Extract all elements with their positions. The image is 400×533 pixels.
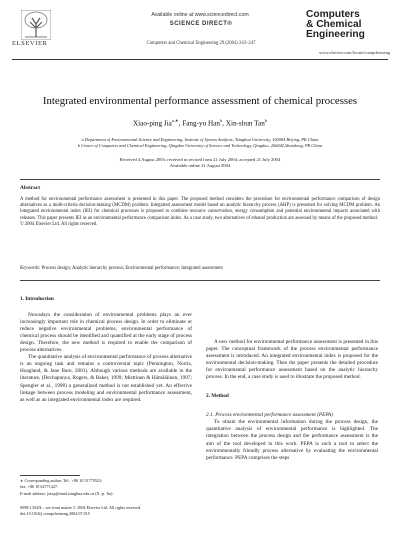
footnote-corresponding: ∗ Corresponding author. Tel.: +86 10 51779523; bbox=[20, 478, 103, 483]
intro-paragraph-1: Nowadays the consideration of environmental problems plays an ever increasingly important role in chemical process design. In order to eliminate or reduce negative environmental problems, environmental performance of chemical process should be identified and quantified at the early stage of process design. Therefore, the new method is required to enable the comparison of process alternatives. bbox=[20, 312, 192, 354]
author-name[interactable]: Xin-shun Tan bbox=[225, 119, 265, 128]
journal-title-line-3: Engineering bbox=[306, 29, 365, 40]
journal-title-line-1: Computers bbox=[306, 9, 360, 20]
journal-title bbox=[306, 10, 396, 40]
abstract-bottom-rule bbox=[20, 280, 380, 281]
keywords-list: Process design; Analytic hierarchy process; Environmental performance; Integrated assessment bbox=[41, 266, 223, 271]
abstract-top-rule bbox=[20, 179, 380, 180]
section-spacer bbox=[206, 381, 378, 393]
affiliation-b: b Center of Computers and Chemical Engineering, Qingdao University of Science and Technology, Qingdao, 266042,Shandong, PR China bbox=[77, 143, 323, 148]
section-heading-introduction: 1. Introduction bbox=[20, 296, 54, 302]
footnote-email[interactable]: E-mail address: jiaxp@mail.tsinghua.edu.cn (X.-p. Jia). bbox=[20, 491, 114, 496]
intro-paragraph-2: The quantitative analysis of environmental performance of process alternative is an ongoing task and remains a controversial topic (Pennington, Norris, Hoagland, & Jane Bare, 2001). Although various methods are available in the literature, (Dechapunya, Rogers, & Baker, 1999; Miettinen & Hämäläinen, 1997; Spengler et al., 1998) a generalized method is not established yet. An effective linkage between process modeling and environmental performance assessment, as well as an integrated environmental index are required. bbox=[20, 354, 192, 403]
author-list: Xiao-ping Jia$^{a,∗}$, Fang-yu Han$^b$, Xin-shun Tan$^b$ bbox=[132, 118, 268, 128]
author-name[interactable]: Xiao-ping Jia bbox=[132, 119, 172, 128]
available-online-line: Available online 21 August 2004 bbox=[169, 163, 231, 169]
right-column bbox=[206, 339, 378, 462]
received-line: Received 4 August 2003; received in revised form 21 July 2004; accepted 21 July 2004 bbox=[119, 157, 281, 162]
left-column bbox=[20, 296, 192, 404]
journal-title-line-2: & Chemical bbox=[306, 19, 362, 30]
journal-url[interactable]: www.elsevier.com/locate/compchemeng bbox=[319, 50, 390, 55]
subsection-heading-pepa: 2.1. Process environmental performance assessment (PEPA) bbox=[206, 412, 333, 419]
elsevier-tree-logo bbox=[21, 10, 51, 40]
footnote-fax: fax: +86 10 62771427. bbox=[20, 484, 59, 489]
article-title: Integrated environmental performance assessment of chemical processes bbox=[42, 95, 358, 107]
author-name[interactable]: Fang-yu Han bbox=[182, 119, 220, 128]
copyright-block bbox=[20, 505, 192, 516]
footnote-rule bbox=[20, 475, 80, 476]
journal-header bbox=[0, 0, 400, 84]
keywords-label: Keywords: bbox=[20, 266, 41, 271]
intro-paragraph-3: A new method for environmental performance assessment is presented in this paper. The conceptual framework of the process environmental performance assessment is introduced. An integrated environmental index is proposed for the environmental decision-making. Then the paper presents the detailed procedure for environmental performance assessment based on the analytic hierarchy process. In the end, a case study is used to illustrate the proposed method. bbox=[206, 339, 378, 381]
available-online-text: Available online at www.sciencedirect.com bbox=[151, 12, 249, 18]
issn-line: 0098-1354/$ – see front matter © 2004 Elsevier Ltd. All rights reserved. bbox=[20, 505, 142, 510]
abstract-heading: Abstract bbox=[20, 185, 41, 191]
method-paragraph-1: To obtain the environmental information during the process design, the quantitative analysis of environmental performance is highlighted. The integration between the process design and the performance assessment is the aim of the tool developed in this work. PEPA is such a tool to select the environmentally friendly process alternative by evaluating the environmental performance. PEPA comprises the steps bbox=[206, 419, 378, 461]
abstract-copyright: © 2004 Elsevier Ltd. All rights reserved. bbox=[20, 221, 98, 227]
received-dates bbox=[30, 157, 370, 170]
abstract-body bbox=[20, 197, 380, 228]
journal-citation: Computers and Chemical Engineering 29 (2004) 243–247 bbox=[146, 41, 256, 46]
sciencedirect-logo bbox=[136, 21, 266, 32]
publisher-logo-text: ELSEVIER bbox=[12, 40, 48, 47]
keywords bbox=[20, 266, 380, 271]
author-affiliation-mark: a,∗ bbox=[171, 118, 179, 123]
affiliation-a: a Department of Environmental Science and Engineering, Institute of System Analysis, Tsinghua University, 100084 Beijing, PR China bbox=[81, 137, 319, 142]
abstract-text: A method for environmental performance assessment is presented in this paper. The proposed method considers the procedure for environmental performance comparison of design alternatives as a multi-criteria decision-making (MCDM) problem. Integrated assessment model based on analytic hierarchy process (AHP) is presented for solving MCDM problem. An integrated environmental index (IEI) for chemical processes is proposed to combine resource conservation, energy consumption and potential environmental impacts associated with releases. This paper presents IEI as an environmental performance comparison index. As a case study, two alternatives of ethanol production are assessed by means of the proposed method. bbox=[20, 197, 380, 221]
doi-line[interactable]: doi:10.1016/j.compchemeng.2004.07.015 bbox=[20, 510, 90, 516]
author-affiliation-mark: b bbox=[219, 118, 223, 123]
header-divider bbox=[12, 59, 388, 60]
sciencedirect-logo-text: SCIENCE DIRECT® bbox=[169, 21, 233, 27]
author-affiliation-mark: b bbox=[264, 118, 268, 123]
section-heading-method: 2. Method bbox=[206, 393, 229, 400]
